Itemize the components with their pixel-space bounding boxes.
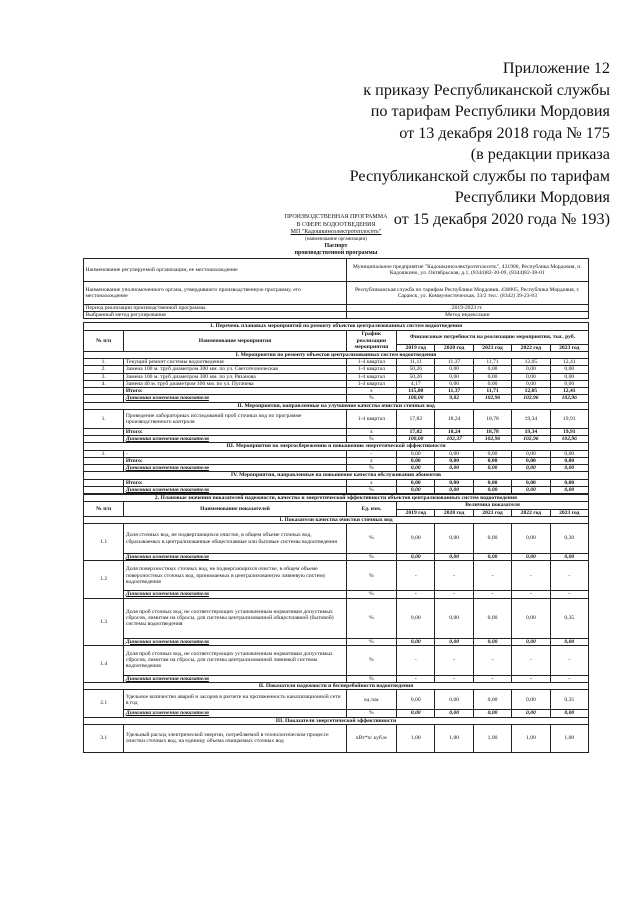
program-title-block — [83, 214, 589, 258]
dynamics-value: 0,00 — [550, 638, 588, 645]
indicator-row — [84, 561, 589, 591]
row-value: - — [512, 561, 550, 591]
dynamics-value: 102,96 — [550, 436, 588, 443]
organization-name: МП "Кадошкиноэлектротеплосеть" — [290, 229, 382, 235]
total-value: 12,05 — [512, 388, 550, 395]
total-label: Итого: — [124, 428, 346, 435]
row-value: 0,00 — [397, 450, 435, 457]
dynamics-value: 0,00 — [550, 486, 588, 493]
row-value: 0,00 — [550, 450, 588, 457]
row-name: Доля поверхностных сточных вод, не подвергающихся очистке, в общем объеме поверхностных сточных вод, принимаемых в централизованную ливневую систему водоотведения — [124, 561, 346, 591]
row-name: Доля сточных вод, не подвергающихся очистке, в общем объеме сточных вод, сбрасываемых в централизованные общесплавные или бытовые системы водоотведения — [124, 524, 346, 554]
total-value: 0,00 — [397, 457, 435, 464]
passport-label: Наименование уполномоченного органа, утвердившего производственную программу, его местонахождение — [84, 281, 347, 304]
row-value: 18,24 — [435, 409, 473, 428]
total-value: 18,78 — [473, 428, 511, 435]
dynamics-value: 102,96 — [512, 436, 550, 443]
indicator-row — [84, 524, 589, 554]
dynamics-value: - — [397, 591, 435, 598]
passport-label: Выбранный метод регулирования — [84, 312, 347, 319]
header-line: (в редакции приказа — [470, 145, 610, 163]
total-value: 0,00 — [435, 479, 473, 486]
dynamics-row — [84, 436, 589, 443]
row-value: 0,00 — [473, 450, 511, 457]
passport-title: Паспорт — [324, 242, 348, 249]
repair-plan-table — [83, 322, 589, 494]
section-1-title: 1. Перечень плановых мероприятий по ремонту объектов централизованных систем водоотведения — [84, 323, 589, 330]
header-line: от 13 декабря 2018 года № 175 — [399, 123, 610, 142]
total-value: 11,71 — [473, 388, 511, 395]
row-value: 1,00 — [435, 724, 473, 752]
year-header: 2022 год — [512, 509, 550, 516]
total-unit: х — [346, 388, 397, 395]
row-schedule: 1-4 квартал — [346, 409, 397, 428]
program-sheet — [83, 214, 589, 753]
row-value: 0,00 — [435, 524, 473, 554]
row-name: Удельный расход электрической энергии, потребляемой в технологическом процессе очистки сточных вод, на единицу объема очищаемых сточных вод — [124, 724, 346, 752]
program-subtitle: В СФЕРЕ ВОДООТВЕДЕНИЯ — [296, 221, 376, 228]
row-value: 0,00 — [512, 598, 550, 638]
total-label: Итого: — [124, 479, 346, 486]
row-number: 3.1 — [84, 724, 124, 752]
dynamics-value: 102,96 — [473, 395, 511, 402]
header-line: Республики Мордовия — [454, 188, 610, 206]
header-line: Республиканской службы по тарифам — [349, 166, 610, 185]
indicator-row — [84, 598, 589, 638]
row-schedule: 1-4 квартал — [346, 366, 397, 373]
dynamics-unit: % — [346, 486, 397, 493]
row-value: 0,00 — [512, 450, 550, 457]
col-header-unit: Ед. изм. — [346, 502, 397, 517]
indicator-row — [84, 645, 589, 675]
row-value: 0,35 — [550, 690, 588, 710]
dynamics-row: Динамика изменения показателя % 0,00 0,00 0,00 0,00 0,00 — [84, 638, 589, 645]
dynamics-value: - — [473, 591, 511, 598]
total-value: 0,00 — [512, 479, 550, 486]
row-name: Замена 40 м. труб диаметром 100 мм. по ул. Пугачева — [124, 380, 346, 387]
row-number: 1.4 — [84, 645, 124, 682]
row-value: 1,00 — [550, 724, 588, 752]
row-number: 1. — [84, 450, 124, 457]
row-value: 0,35 — [550, 598, 588, 638]
total-value: 12,41 — [550, 388, 588, 395]
total-value: 0,00 — [473, 457, 511, 464]
dynamics-label: Динамика изменения показателя — [124, 465, 346, 472]
row-name: Проведение лабораторных исследований проб сточных вод по программе производственного контроля — [124, 409, 346, 428]
row-value: 0,00 — [473, 690, 511, 710]
total-label: Итого: — [124, 457, 346, 464]
year-header: 2021 год — [473, 344, 511, 351]
group-heading: II. Мероприятия, направленные на улучшение качества очистки сточных вод — [84, 402, 589, 409]
dynamics-label: Динамика изменения показателя — [124, 638, 346, 645]
year-header: 2020 год — [435, 344, 473, 351]
dynamics-value: 0,00 — [397, 638, 435, 645]
table-row — [84, 409, 589, 428]
group-heading: I. Показатели качества очистки сточных вод — [84, 516, 589, 523]
dynamics-value: 0,00 — [550, 710, 588, 717]
passport-value: Муниципальное предприятие "Кадошкиноэлектротеплосеть", 431900, Республика Мордовия, п. Кадошкино, ул. Октябрьская, д.1, (8344)82-30-09, (8344)82-38-01 — [346, 258, 588, 281]
dynamics-value: 0,00 — [397, 465, 435, 472]
dynamics-value: - — [473, 675, 511, 682]
row-schedule: 1-4 квартал — [346, 380, 397, 387]
row-value: 1,00 — [512, 724, 550, 752]
total-row — [84, 479, 589, 486]
year-header: 2023 год — [550, 344, 588, 351]
row-value: - — [435, 561, 473, 591]
row-value: 17,82 — [397, 409, 435, 428]
total-value: 115,80 — [397, 388, 435, 395]
row-value: - — [550, 645, 588, 675]
row-value: 50,26 — [397, 366, 435, 373]
dynamics-value: 100,00 — [397, 436, 435, 443]
row-name: Текущий ремонт системы водоотведения — [124, 359, 346, 366]
row-value: 12,05 — [512, 359, 550, 366]
dynamics-label: Динамика изменения показателя — [124, 554, 346, 561]
total-value: 18,24 — [435, 428, 473, 435]
row-value: 0,30 — [550, 524, 588, 554]
row-value: 0,00 — [397, 524, 435, 554]
organization-note: (наименование организации) — [305, 236, 367, 242]
col-header-schedule: График реализации мероприятия — [346, 330, 397, 351]
col-header-number: № п/п — [84, 330, 124, 351]
passport-row — [84, 281, 589, 304]
year-header: 2020 год — [435, 509, 473, 516]
year-header: 2023 год — [550, 509, 588, 516]
section-2-title: 2. Плановые значения показателей надежности, качества и энергетической эффективности объектов централизованных систем водоотведения — [84, 495, 589, 502]
dynamics-value: 0,00 — [435, 486, 473, 493]
row-value: 0,00 — [550, 380, 588, 387]
total-value: 0,00 — [473, 479, 511, 486]
dynamics-value: - — [435, 591, 473, 598]
dynamics-value: 0,00 — [473, 465, 511, 472]
program-title: ПРОИЗВОДСТВЕННАЯ ПРОГРАММА — [284, 214, 388, 220]
group-heading: II. Показатели надежности и бесперебойности водоотведения — [84, 683, 589, 690]
dynamics-label: Динамика изменения показателя — [124, 675, 346, 682]
table-row — [84, 359, 589, 366]
row-value: 0,00 — [473, 524, 511, 554]
row-schedule: 1-4 квартал — [346, 359, 397, 366]
passport-value: Республиканская служба по тарифам Республики Мордовия, 430005, Республика Мордовия, г. Саранск, ул. Коммунистическая, 33/2 тел.: (8342) 39-23-83 — [346, 281, 588, 304]
row-value: - — [473, 645, 511, 675]
passport-label: Наименование регулируемой организации, ее местонахождение — [84, 258, 347, 281]
total-value: 0,00 — [397, 479, 435, 486]
row-value: 0,00 — [550, 373, 588, 380]
total-value: 0,00 — [435, 457, 473, 464]
row-value: 0,00 — [435, 380, 473, 387]
row-value: 50,26 — [397, 373, 435, 380]
dynamics-value: 102,96 — [473, 436, 511, 443]
dynamics-value: 100,00 — [397, 395, 435, 402]
dynamics-value: 0,00 — [512, 710, 550, 717]
dynamics-label: Динамика изменения показателя — [124, 395, 346, 402]
row-value: - — [397, 645, 435, 675]
row-unit: кВт*ч/ куб.м — [346, 724, 397, 752]
row-value: - — [473, 561, 511, 591]
document-header — [310, 58, 610, 230]
total-value: 19,91 — [550, 428, 588, 435]
dynamics-value: 102,37 — [435, 436, 473, 443]
row-value: 0,00 — [473, 380, 511, 387]
passport-value: 2019-2023 гг. — [346, 304, 588, 311]
dynamics-unit: % — [346, 436, 397, 443]
total-value: 0,00 — [512, 457, 550, 464]
row-number: 2. — [84, 366, 124, 373]
row-value: - — [397, 561, 435, 591]
col-header-financing: Финансовые потребности на реализацию мероприятия, тыс. руб. — [397, 330, 589, 344]
row-number: 1. — [84, 409, 124, 428]
row-value: 11,71 — [473, 359, 511, 366]
dynamics-value: - — [397, 675, 435, 682]
header-line: Приложение 12 — [502, 59, 610, 77]
row-name: - — [124, 450, 346, 457]
dynamics-value: 0,00 — [550, 554, 588, 561]
row-number: 1.2 — [84, 561, 124, 598]
year-header: 2021 год — [473, 509, 511, 516]
total-value: 0,00 — [550, 457, 588, 464]
row-value: 18,78 — [473, 409, 511, 428]
dynamics-value: 0,00 — [397, 710, 435, 717]
dynamics-label: Динамика изменения показателя — [124, 710, 346, 717]
row-value: 1,00 — [397, 724, 435, 752]
row-value: 11,37 — [435, 359, 473, 366]
dynamics-value: - — [512, 675, 550, 682]
row-name: Доля проб сточных вод, не соответствующих установленным нормативам допустимых сбросов, лимитам на сбросы, для системы централизованной общесплавной (бытовой) системы водоотведения — [124, 598, 346, 638]
dynamics-value: 9,82 — [435, 395, 473, 402]
row-value: 0,00 — [397, 598, 435, 638]
row-number: 2.1 — [84, 690, 124, 717]
row-unit: % — [346, 524, 397, 554]
row-value: 0,00 — [512, 366, 550, 373]
header-line: к приказу Республиканской службы — [363, 80, 610, 99]
total-label: Итого: — [124, 388, 346, 395]
dynamics-row — [84, 465, 589, 472]
indicators-table — [83, 494, 589, 753]
dynamics-value: 0,00 — [512, 638, 550, 645]
dynamics-value: 0,00 — [435, 710, 473, 717]
dynamics-row: Динамика изменения показателя % 0,00 0,00 0,00 0,00 0,00 — [84, 554, 589, 561]
total-value: 19,34 — [512, 428, 550, 435]
row-unit: ед./км — [346, 690, 397, 710]
row-unit: % — [346, 645, 397, 675]
dynamics-value: - — [550, 591, 588, 598]
dynamics-row — [84, 395, 589, 402]
row-value: 0,00 — [473, 598, 511, 638]
total-unit: х — [346, 457, 397, 464]
dynamics-row — [84, 486, 589, 493]
year-header: 2019 год — [397, 344, 435, 351]
dynamics-value: 0,00 — [435, 465, 473, 472]
row-value: 11,11 — [397, 359, 435, 366]
row-number: 3. — [84, 373, 124, 380]
passport-label: Период реализации производственной программы — [84, 304, 347, 311]
dynamics-value: 0,00 — [512, 486, 550, 493]
total-row — [84, 428, 589, 435]
total-row — [84, 457, 589, 464]
row-value: 12,41 — [550, 359, 588, 366]
row-value: 0,00 — [512, 380, 550, 387]
dynamics-value: 0,00 — [550, 465, 588, 472]
row-value: 0,00 — [435, 598, 473, 638]
dynamics-value: 0,00 — [473, 554, 511, 561]
row-value: 0,00 — [473, 366, 511, 373]
row-unit: % — [346, 598, 397, 638]
row-name: Замена 100 м. труб диаметром 300 мм. по ул. Рязанова — [124, 373, 346, 380]
dynamics-value: 0,00 — [435, 638, 473, 645]
row-value: - — [435, 645, 473, 675]
row-number: 1.3 — [84, 598, 124, 645]
row-value: 0,00 — [512, 373, 550, 380]
row-number: 1.1 — [84, 524, 124, 561]
row-value: 1,00 — [473, 724, 511, 752]
total-row — [84, 388, 589, 395]
row-name: Замена 100 м. труб диаметром 300 мм. по ул. Светотехническая — [124, 366, 346, 373]
row-value: 4,17 — [397, 380, 435, 387]
col-header-name: Наименование мероприятия — [124, 330, 346, 351]
indicator-row — [84, 690, 589, 710]
total-value: 17,82 — [397, 428, 435, 435]
row-name: Доля проб сточных вод, не соответствующих установленным нормативам допустимых сбросов, лимитам на сбросы, для системы централизованной ливневой системы водоотведения — [124, 645, 346, 675]
dynamics-label: Динамика изменения показателя — [124, 486, 346, 493]
dynamics-value: - — [435, 675, 473, 682]
row-value: 0,00 — [550, 366, 588, 373]
row-name: Удельное количество аварий и засоров в расчете на протяженность канализационной сети в год — [124, 690, 346, 710]
table-row — [84, 380, 589, 387]
dynamics-value: 0,00 — [435, 554, 473, 561]
row-unit: % — [346, 561, 397, 591]
total-value: 0,00 — [550, 479, 588, 486]
dynamics-label: Динамика изменения показателя — [124, 436, 346, 443]
row-schedule: - — [346, 450, 397, 457]
dynamics-row: Динамика изменения показателя % - - - - - — [84, 591, 589, 598]
passport-subtitle: производственной программы — [294, 250, 378, 257]
dynamics-unit: % — [346, 395, 397, 402]
row-value: 0,00 — [512, 524, 550, 554]
dynamics-unit: % — [346, 465, 397, 472]
total-value: 11,37 — [435, 388, 473, 395]
passport-row — [84, 304, 589, 311]
row-value: 0,00 — [512, 690, 550, 710]
group-heading: III. Показатели энергетической эффективности — [84, 717, 589, 724]
table-row — [84, 373, 589, 380]
passport-row — [84, 258, 589, 281]
dynamics-value: 0,00 — [397, 554, 435, 561]
year-header: 2019 год — [397, 509, 435, 516]
row-value: 0,00 — [473, 373, 511, 380]
year-header: 2022 год — [512, 344, 550, 351]
header-line: от 15 декабря 2020 года № 193) — [393, 209, 610, 228]
row-value: 0,00 — [435, 366, 473, 373]
group-heading: IV. Мероприятия, направленные на повышение качества обслуживания абонентов — [84, 472, 589, 479]
row-value: 0,00 — [435, 450, 473, 457]
row-number: 1. — [84, 359, 124, 366]
row-value: 0,00 — [435, 373, 473, 380]
group-heading: III. Мероприятия по энергосбережению и повышению энергетической эффективности — [84, 443, 589, 450]
row-value: 0,00 — [397, 690, 435, 710]
row-schedule: 1-4 квартал — [346, 373, 397, 380]
passport-row — [84, 312, 589, 319]
dynamics-value: 102,96 — [550, 395, 588, 402]
total-unit: х — [346, 479, 397, 486]
row-number: 4. — [84, 380, 124, 387]
header-line: по тарифам Республики Мордовия — [370, 102, 610, 120]
row-value: 19,34 — [512, 409, 550, 428]
col-header-number: № п/п — [84, 502, 124, 517]
row-value: - — [512, 645, 550, 675]
group-heading: I. Мероприятия по ремонту объектов централизованных систем водоотведения — [84, 351, 589, 358]
row-value: - — [550, 561, 588, 591]
dynamics-value: 0,00 — [473, 638, 511, 645]
dynamics-value: - — [550, 675, 588, 682]
indicator-row — [84, 724, 589, 752]
dynamics-value: 0,00 — [397, 486, 435, 493]
dynamics-row: Динамика изменения показателя % - - - - - — [84, 675, 589, 682]
total-unit: х — [346, 428, 397, 435]
table-row — [84, 366, 589, 373]
col-header-values: Величина показателя — [397, 502, 589, 509]
dynamics-value: 0,00 — [512, 465, 550, 472]
dynamics-value: 102,96 — [512, 395, 550, 402]
passport-value: Метод индексации — [346, 312, 588, 319]
table-row — [84, 450, 589, 457]
row-value: 0,00 — [435, 690, 473, 710]
col-header-name: Наименование показателей — [124, 502, 346, 517]
dynamics-value: - — [512, 591, 550, 598]
dynamics-label: Динамика изменения показателя — [124, 591, 346, 598]
passport-table — [83, 258, 589, 320]
row-value: 19,91 — [550, 409, 588, 428]
dynamics-value: 0,00 — [473, 486, 511, 493]
dynamics-row: Динамика изменения показателя % 0,00 0,00 0,00 0,00 0,00 — [84, 710, 589, 717]
dynamics-value: 0,00 — [473, 710, 511, 717]
dynamics-value: 0,00 — [512, 554, 550, 561]
